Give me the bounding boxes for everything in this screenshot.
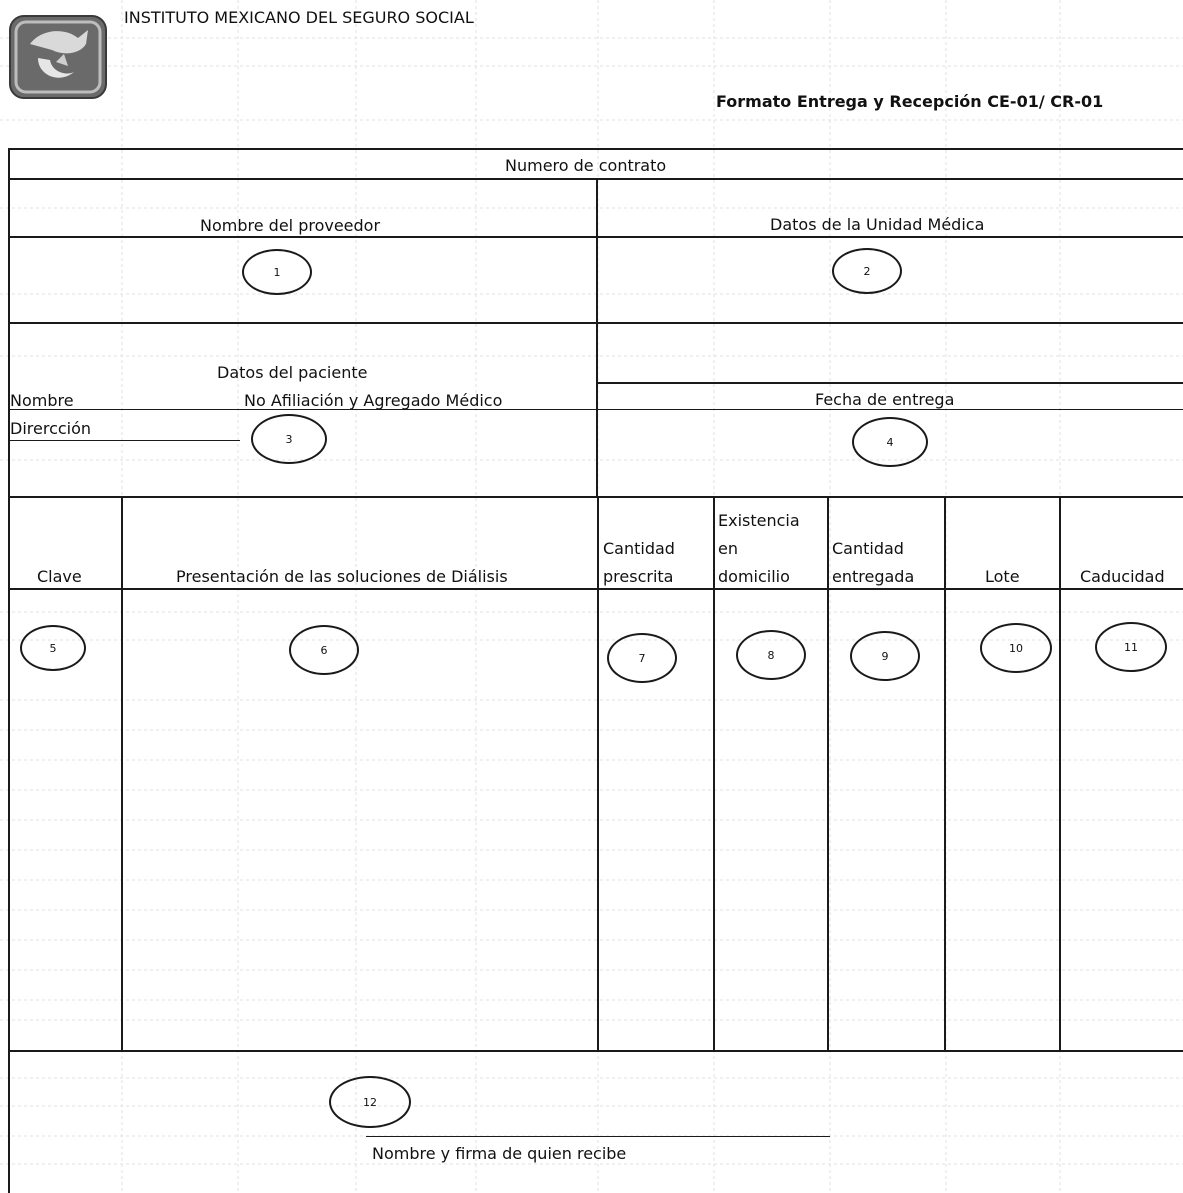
marker-circle-1: 1 bbox=[242, 249, 312, 295]
patient-data-label: Datos del paciente bbox=[217, 363, 368, 382]
name-label: Nombre bbox=[10, 391, 74, 410]
col-divider bbox=[944, 496, 946, 1052]
table-top-border bbox=[8, 148, 1183, 150]
medical-unit-label: Datos de la Unidad Médica bbox=[770, 215, 985, 234]
delivery-date-label: Fecha de entrega bbox=[815, 390, 955, 409]
table-left-border bbox=[8, 148, 10, 1193]
marker-circle-2: 2 bbox=[832, 248, 902, 294]
marker-circle-11: 11 bbox=[1095, 622, 1167, 672]
col-header-caducidad: Caducidad bbox=[1080, 567, 1165, 586]
col-divider bbox=[827, 496, 829, 1052]
address-underline bbox=[8, 440, 240, 441]
marker-circle-5: 5 bbox=[20, 625, 86, 671]
col-divider bbox=[597, 496, 599, 1052]
marker-circle-9: 9 bbox=[850, 631, 920, 681]
col-header-presentacion: Presentación de las soluciones de Diálisis bbox=[176, 567, 508, 586]
address-label: Dirercción bbox=[10, 419, 92, 438]
marker-circle-12: 12 bbox=[329, 1076, 411, 1128]
col-divider bbox=[1059, 496, 1061, 1052]
col-header-clave: Clave bbox=[37, 567, 82, 586]
form-title: Formato Entrega y Recepción CE-01/ CR-01 bbox=[716, 92, 1104, 111]
thin-line bbox=[8, 409, 1183, 410]
col-divider bbox=[121, 496, 123, 1052]
row-line bbox=[8, 322, 1183, 324]
col-header-entregada-1: Cantidad bbox=[832, 539, 904, 558]
col-header-entregada-2: entregada bbox=[832, 567, 915, 586]
marker-circle-4: 4 bbox=[852, 417, 928, 467]
column-header-bottom bbox=[8, 588, 1183, 590]
row-line bbox=[596, 382, 1183, 384]
imss-logo-icon bbox=[8, 14, 108, 100]
signature-line bbox=[366, 1136, 830, 1137]
row-line bbox=[8, 496, 1183, 498]
marker-circle-3: 3 bbox=[251, 414, 327, 464]
col-header-existencia-1: Existencia bbox=[718, 511, 800, 530]
col-header-existencia-3: domicilio bbox=[718, 567, 790, 586]
center-divider bbox=[596, 178, 598, 498]
contract-number-label: Numero de contrato bbox=[505, 156, 667, 175]
row-line bbox=[8, 1050, 1183, 1052]
col-header-cantidad-2: prescrita bbox=[603, 567, 674, 586]
marker-circle-8: 8 bbox=[736, 630, 806, 680]
row-line bbox=[8, 236, 1183, 238]
marker-circle-6: 6 bbox=[289, 625, 359, 675]
marker-circle-10: 10 bbox=[980, 623, 1052, 673]
col-header-existencia-2: en bbox=[718, 539, 738, 558]
col-header-lote: Lote bbox=[985, 567, 1020, 586]
col-header-cantidad-1: Cantidad bbox=[603, 539, 675, 558]
col-divider bbox=[713, 496, 715, 1052]
marker-circle-7: 7 bbox=[607, 633, 677, 683]
organization-name: INSTITUTO MEXICANO DEL SEGURO SOCIAL bbox=[124, 8, 474, 27]
signature-label: Nombre y firma de quien recibe bbox=[372, 1144, 627, 1163]
affiliation-label: No Afiliación y Agregado Médico bbox=[244, 391, 503, 410]
supplier-name-label: Nombre del proveedor bbox=[200, 216, 381, 235]
